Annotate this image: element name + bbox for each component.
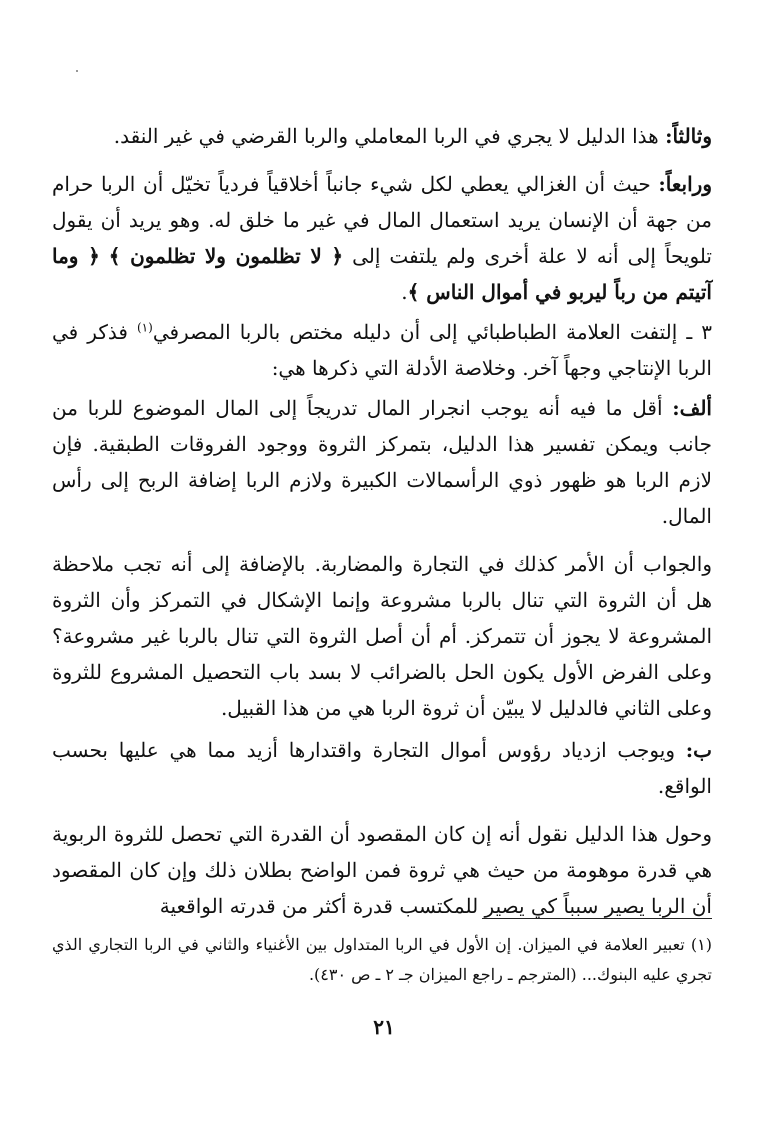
paragraph-text: حيث أن الغزالي يعطي لكل شيء جانباً أخلاقياً فردياً تخيّل أن الربا حرام من جهة أن الإنسان يريد استعمال المال في غير ما خلق له. وهو يريد أن يقول تلويحاً إلى أنه لا علة أخرى ولم يلتفت إلى [52, 172, 712, 268]
paragraph-text: ويوجب ازدياد رؤوس أموال التجارة واقتدارها أزيد مما هي عليها بحسب الواقع. [52, 738, 712, 798]
paragraph-text: والجواب أن الأمر كذلك في التجارة والمضاربة. بالإضافة إلى أنه تجب ملاحظة هل أن الثروة التي تنال بالربا مشروعة وإنما الإشكال في التمركز وأن الثروة المشروعة لا يجوز أن تتمركز. أم أن أصل الثروة التي تنال بالربا غير مشروعة؟ وعلى الفرض الأول يكون الحل بالضرائب لا بسد باب التحصيل المشروع للثروة وعلى الثاني فالدليل لا يبيّن أن ثروة الربا هي من هذا القبيل. [52, 552, 712, 720]
paragraph-text: أقل ما فيه أنه يوجب انجرار المال تدريجاً إلى المال الموضوع للربا من جانب ويمكن تفسير هذا الدليل، بتمركز الثروة ووجود الفروقات الطبقية. فإن لازم الربا هو ظهور ذوي الرأسمالات الكبيرة ولازم الربا إضافة الربح إلى رأس المال. [52, 396, 712, 528]
footnote: (١) تعبير العلامة في الميزان. إن الأول في الربا المتداول بين الأغنياء والثاني في الربا التجاري الذي تجري عليه البنوك... (المترجم ـ راجع الميزان جـ ٢ ـ ص ٤٣٠). [52, 935, 712, 984]
paragraph-alef [52, 390, 712, 534]
footnote-divider [482, 918, 712, 919]
paragraph-lead: ألف: [672, 396, 712, 420]
paragraph-lead: ب: [685, 738, 712, 762]
paragraph-text: ٣ ـ إلتفت العلامة الطباطبائي إلى أن دليله مختص بالربا المصرفي [152, 320, 713, 344]
paragraph-lead: ورابعاً: [658, 172, 712, 196]
paragraph-text: وحول هذا الدليل نقول أنه إن كان المقصود أن القدرة التي تحصل للثروة الربوية هي قدرة موهومة من حيث هي ثروة فمن الواضح بطلان ذلك وإن كان المقصود أن الربا يصير سبباً كي يصير للمكتسب قدرة أكثر من قدرته الواقعية [52, 822, 712, 918]
footnote-reference: (١) [136, 320, 153, 335]
quran-quote: ﴿ لا تظلمون ولا تظلمون ﴾ [108, 244, 344, 268]
page-number: ٢١ [373, 1015, 395, 1039]
paragraph-lead: وثالثاً: [665, 124, 712, 148]
paragraph-answer [52, 546, 712, 726]
paragraph-fourthly [52, 166, 712, 310]
paragraph-thirdly [52, 118, 712, 154]
paragraph-text: هذا الدليل لا يجري في الربا المعاملي والربا القرضي في غير النقد. [113, 124, 666, 148]
scan-speck [76, 70, 78, 72]
paragraph-end: . [401, 280, 408, 304]
quran-quote: ﴿ وما آتيتم من رباً ليربو في أموال الناس ﴾ [52, 244, 712, 304]
paragraph-text: فذكر في الربا الإنتاجي وجهاً آخر. وخلاصة الأدلة التي ذكرها هي: [52, 320, 712, 380]
paragraph-discussion [52, 816, 712, 924]
paragraph-point-3 [52, 314, 712, 386]
page-body [52, 118, 712, 924]
paragraph-ba [52, 732, 712, 804]
